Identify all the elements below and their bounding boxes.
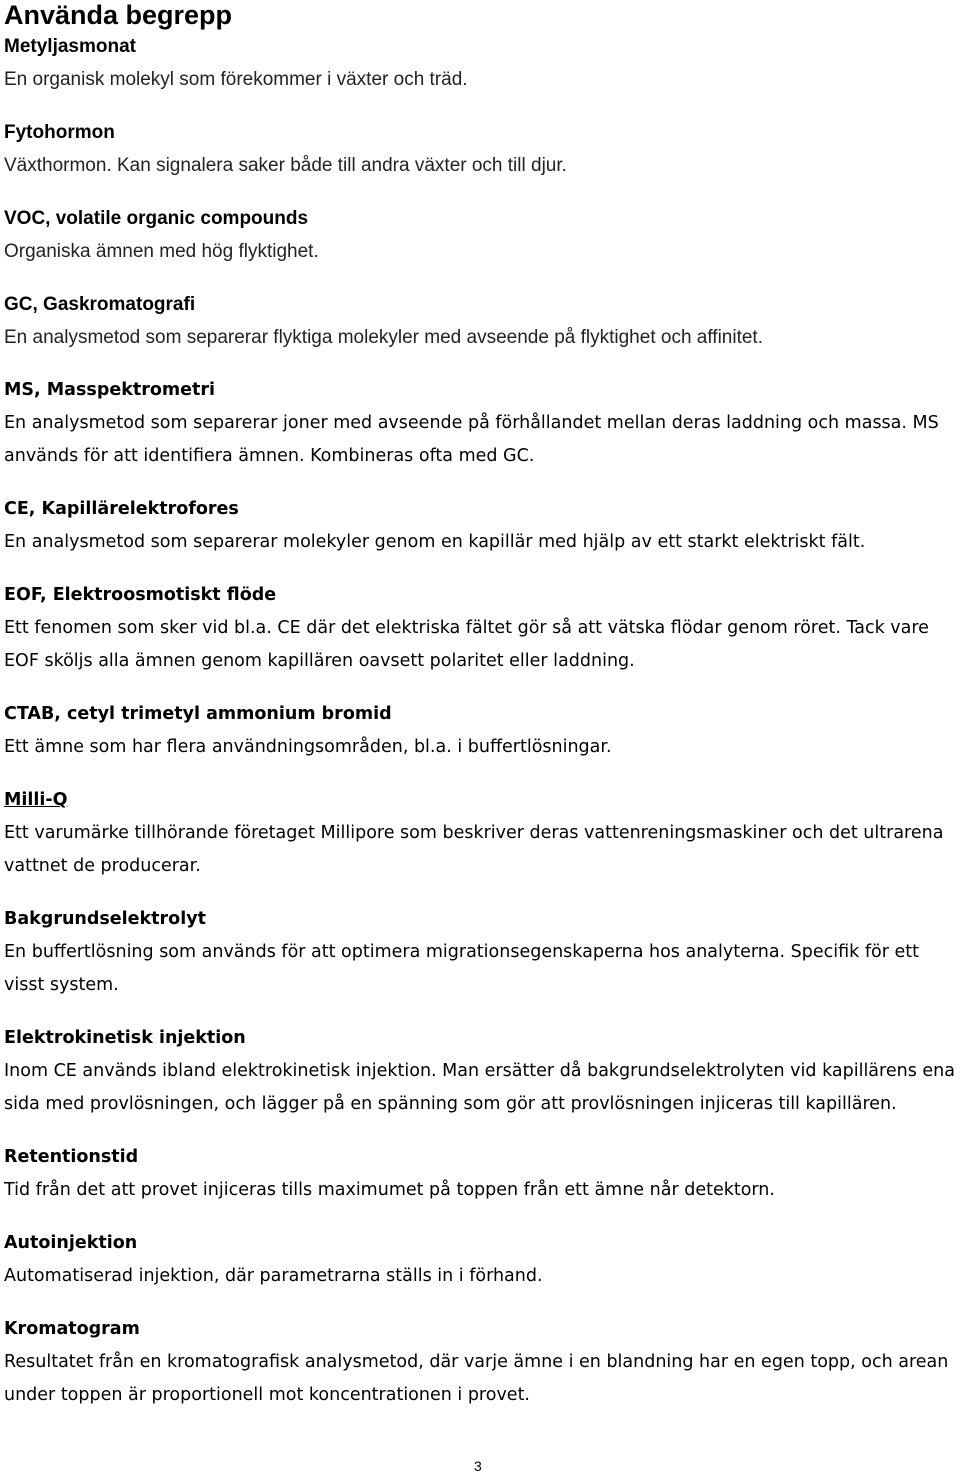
definition: Resultatet från en kromatografisk analysmetod, där varje ämne i en blandning har en egen topp, och arean under toppen är proportionell mot koncentrationen i provet. xyxy=(4,1352,949,1405)
term: Autoinjektion xyxy=(4,1233,138,1253)
entry-kromatogram xyxy=(4,1313,956,1412)
definition: Ett ämne som har flera användningsområden, bl.a. i buffertlösningar. xyxy=(4,737,612,757)
definition: En buffertlösning som används för att optimera migrationsegenskaperna hos analyterna. Specifik för ett visst system. xyxy=(4,942,919,995)
term: Kromatogram xyxy=(4,1319,140,1339)
entry-fytohormon xyxy=(4,116,956,182)
definition: Växthormon. Kan signalera saker både till andra växter och till djur. xyxy=(4,155,567,176)
term: Fytohormon xyxy=(4,122,115,143)
definition: Tid från det att provet injiceras tills maximumet på toppen från ett ämne når detektorn. xyxy=(4,1180,775,1200)
definition: En analysmetod som separerar joner med avseende på förhållandet mellan deras laddning och massa. MS används för att identifiera ämnen. Kombineras ofta med GC. xyxy=(4,413,939,466)
term: Metyljasmonat xyxy=(4,36,136,57)
section-calibri xyxy=(4,374,956,1412)
entry-milli-q xyxy=(4,784,956,883)
definition: En organisk molekyl som förekommer i växter och träd. xyxy=(4,69,468,90)
entry-gc xyxy=(4,288,956,354)
entry-eof xyxy=(4,579,956,678)
term: GC, Gaskromatografi xyxy=(4,294,196,315)
entry-voc xyxy=(4,202,956,268)
document-page xyxy=(4,0,956,1412)
term: VOC, volatile organic compounds xyxy=(4,208,309,229)
term: CE, Kapillärelektrofores xyxy=(4,499,239,519)
term: Retentionstid xyxy=(4,1147,139,1167)
term: Bakgrundselektrolyt xyxy=(4,909,206,929)
definition: En analysmetod som separerar molekyler genom en kapillär med hjälp av ett starkt elektriskt fält. xyxy=(4,532,866,552)
entry-metyljasmonat xyxy=(4,30,956,96)
term: EOF, Elektroosmotiskt flöde xyxy=(4,585,277,605)
term: Elektrokinetisk injektion xyxy=(4,1028,246,1048)
entry-ms xyxy=(4,374,956,473)
entry-bakgrundselektrolyt xyxy=(4,903,956,1002)
page-title: Använda begrepp xyxy=(4,0,233,30)
definition: Organiska ämnen med hög flyktighet. xyxy=(4,241,319,262)
definition: En analysmetod som separerar flyktiga molekyler med avseende på flyktighet och affinitet. xyxy=(4,327,763,348)
term: CTAB, cetyl trimetyl ammonium bromid xyxy=(4,704,392,724)
entry-ce xyxy=(4,493,956,559)
term: Milli-Q xyxy=(4,790,68,810)
entry-retentionstid xyxy=(4,1141,956,1207)
definition: Ett fenomen som sker vid bl.a. CE där det elektriska fältet gör så att vätska flödar genom röret. Tack vare EOF sköljs alla ämnen genom kapillären oavsett polaritet eller laddning. xyxy=(4,618,929,671)
definition: Automatiserad injektion, där parametrarna ställs in i förhand. xyxy=(4,1266,543,1286)
section-arial xyxy=(4,30,956,354)
term: MS, Masspektrometri xyxy=(4,380,215,400)
entry-elektrokinetisk-injektion xyxy=(4,1022,956,1121)
entry-ctab xyxy=(4,698,956,764)
entry-autoinjektion xyxy=(4,1227,956,1293)
definition: Ett varumärke tillhörande företaget Millipore som beskriver deras vattenreningsmaskiner och det ultrarena vattnet de producerar. xyxy=(4,823,944,876)
page-number: 3 xyxy=(474,1458,482,1474)
definition: Inom CE används ibland elektrokinetisk injektion. Man ersätter då bakgrundselektrolyten vid kapillärens ena sida med provlösningen, och lägger på en spänning som gör att provlösningen injiceras till kapillären. xyxy=(4,1061,955,1114)
